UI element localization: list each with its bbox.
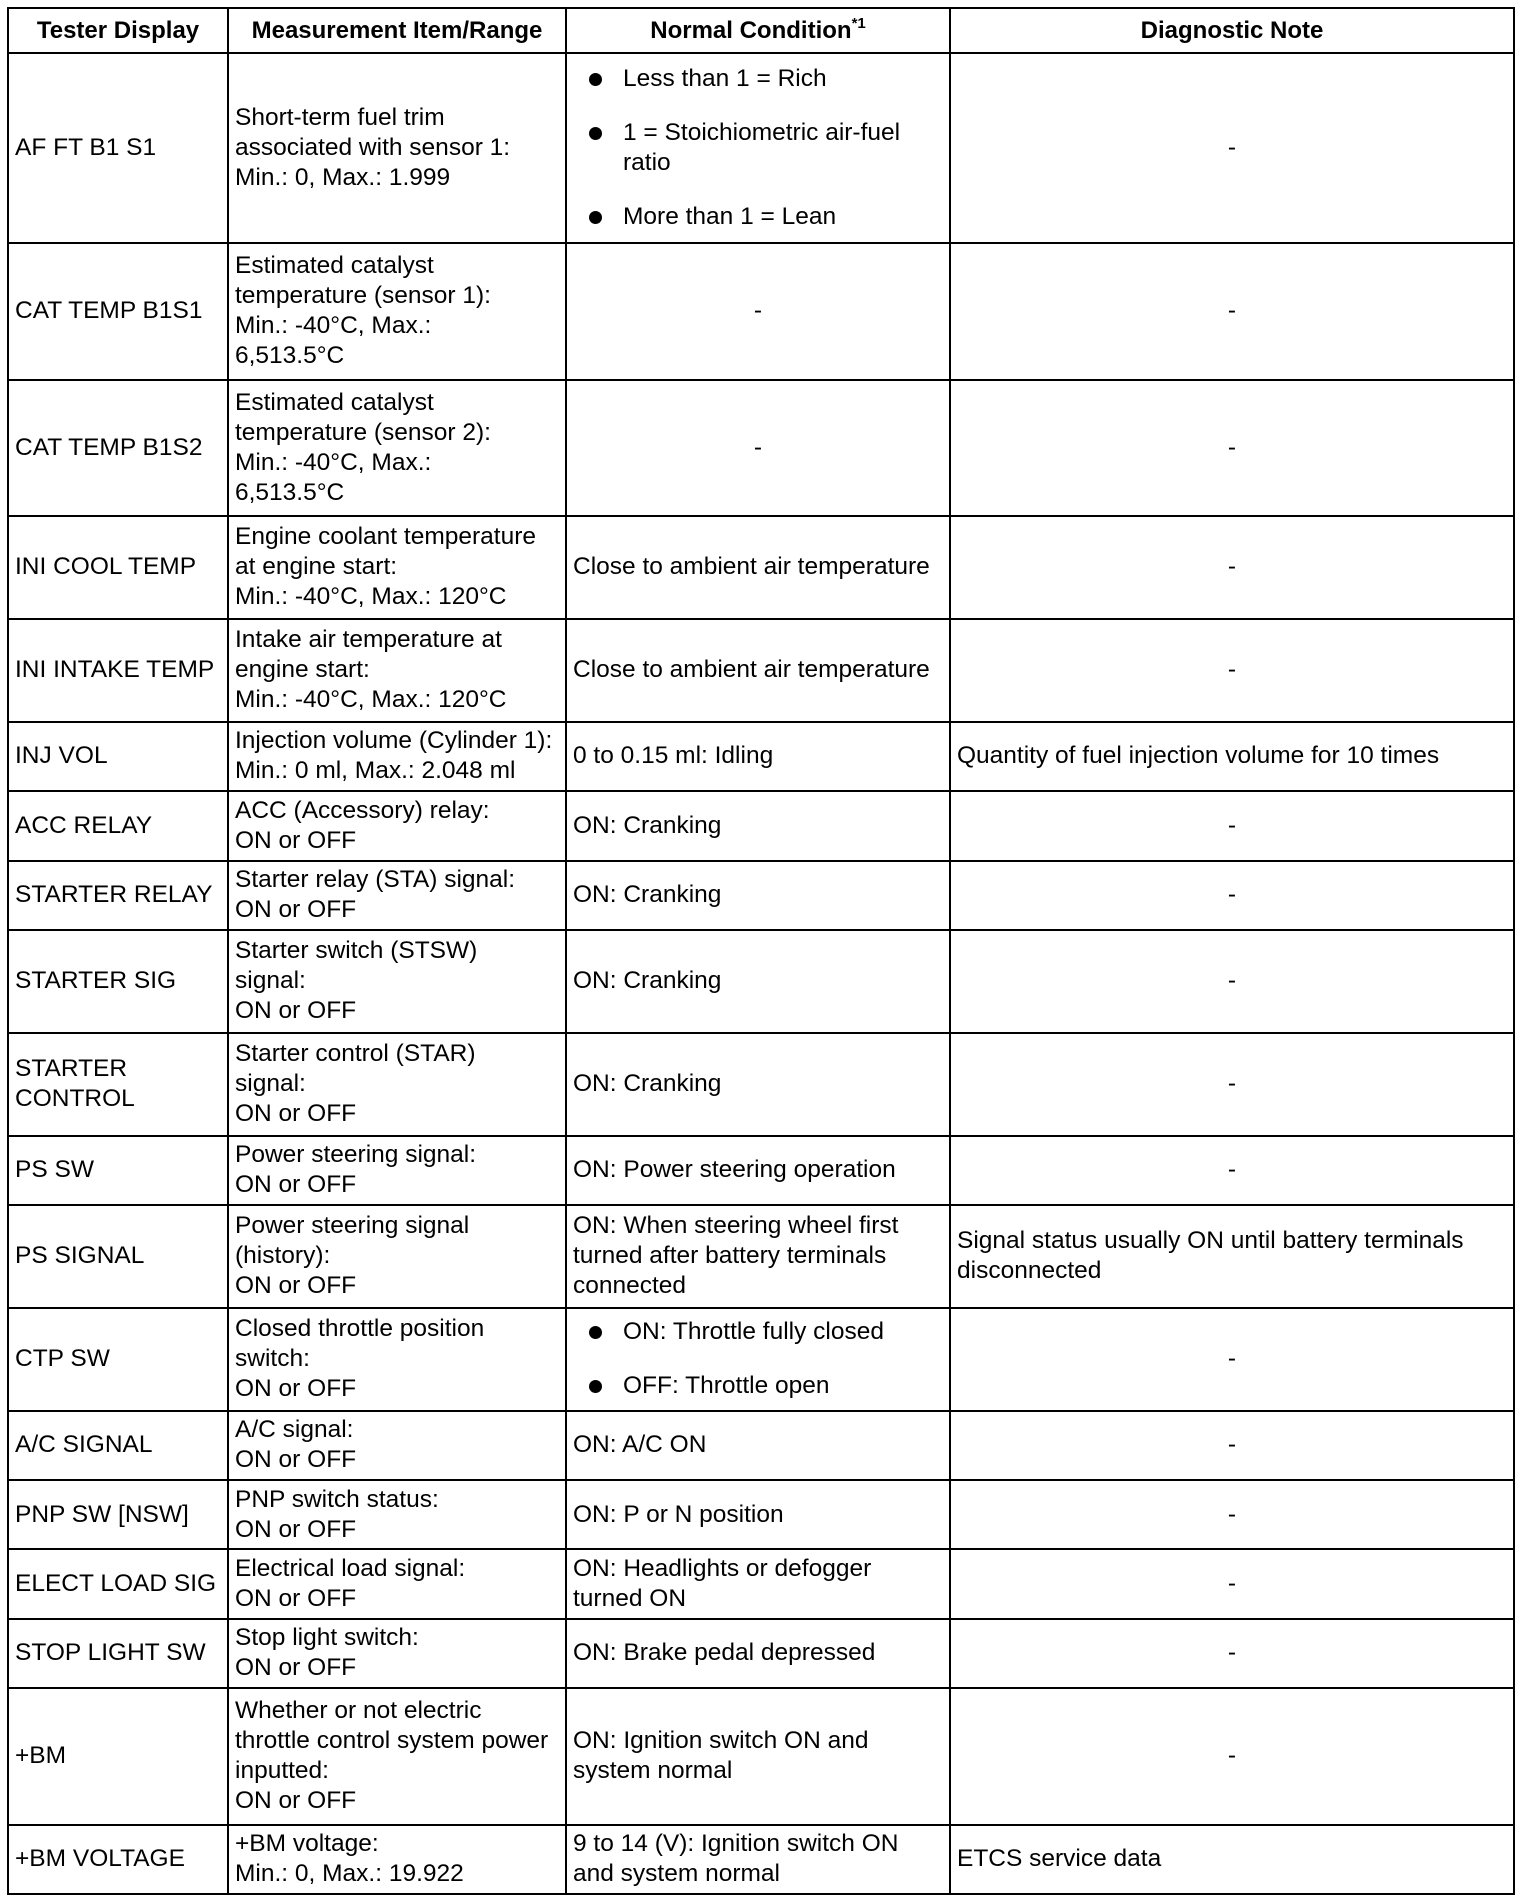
tester-display-cell: STOP LIGHT SW: [8, 1619, 228, 1688]
diagnostic-note-cell: -: [950, 243, 1514, 379]
tester-display-cell: INI INTAKE TEMP: [8, 619, 228, 722]
tester-display-cell: PNP SW [NSW]: [8, 1480, 228, 1549]
table-row: [8, 1205, 1514, 1308]
normal-condition-cell: ON: Cranking: [566, 861, 950, 930]
diagnostic-note-cell: -: [950, 1136, 1514, 1205]
table-row: [8, 791, 1514, 860]
diagnostic-note-cell: -: [950, 1619, 1514, 1688]
diagnostic-note-cell: -: [950, 1480, 1514, 1549]
diagnostic-note-cell: -: [950, 1549, 1514, 1618]
normal-condition-cell: ON: Power steering operation: [566, 1136, 950, 1205]
tester-display-cell: PS SW: [8, 1136, 228, 1205]
tester-display-cell: INI COOL TEMP: [8, 516, 228, 619]
tester-display-cell: STARTER CONTROL: [8, 1033, 228, 1136]
diagnostic-note-cell: -: [950, 516, 1514, 619]
diagnostic-note-cell: -: [950, 1308, 1514, 1411]
measurement-cell: Estimated catalyst temperature (sensor 1): Min.: -40°C, Max.: 6,513.5°C: [228, 243, 566, 379]
normal-condition-cell: ON: Cranking: [566, 791, 950, 860]
normal-condition-cell: -: [566, 380, 950, 516]
normal-condition-cell: ON: Brake pedal depressed: [566, 1619, 950, 1688]
tester-display-cell: AF FT B1 S1: [8, 53, 228, 243]
measurement-cell: +BM voltage: Min.: 0, Max.: 19.922: [228, 1825, 566, 1894]
table-row: [8, 516, 1514, 619]
tester-display-cell: +BM: [8, 1688, 228, 1824]
tester-display-cell: +BM VOLTAGE: [8, 1825, 228, 1894]
normal-condition-cell: ON: Ignition switch ON and system normal: [566, 1688, 950, 1824]
tester-display-cell: CAT TEMP B1S1: [8, 243, 228, 379]
diagnostic-note-cell: -: [950, 1033, 1514, 1136]
condition-bullet-item: ON: Throttle fully closed: [585, 1317, 943, 1347]
header-row: [8, 8, 1514, 53]
measurement-cell: Power steering signal (history): ON or OFF: [228, 1205, 566, 1308]
header-tester-display: Tester Display: [8, 8, 228, 53]
normal-condition-cell: Close to ambient air temperature: [566, 619, 950, 722]
diagnostic-note-cell: ETCS service data: [950, 1825, 1514, 1894]
condition-bullet-item: 1 = Stoichiometric air-fuel ratio: [585, 118, 943, 178]
condition-bullet-list: [573, 64, 943, 232]
condition-bullet-item: More than 1 = Lean: [585, 202, 943, 232]
table-row: [8, 1549, 1514, 1618]
tester-display-cell: A/C SIGNAL: [8, 1411, 228, 1480]
diagnostic-note-cell: -: [950, 53, 1514, 243]
table-row: [8, 1033, 1514, 1136]
measurement-cell: PNP switch status: ON or OFF: [228, 1480, 566, 1549]
normal-condition-cell: ON: When steering wheel first turned after battery terminals connected: [566, 1205, 950, 1308]
tester-display-cell: STARTER SIG: [8, 930, 228, 1033]
table-row: [8, 1136, 1514, 1205]
condition-bullet-item: Less than 1 = Rich: [585, 64, 943, 94]
normal-condition-cell: ON: A/C ON: [566, 1411, 950, 1480]
measurement-cell: Engine coolant temperature at engine start: Min.: -40°C, Max.: 120°C: [228, 516, 566, 619]
normal-condition-cell: [566, 53, 950, 243]
tester-display-cell: STARTER RELAY: [8, 861, 228, 930]
measurement-cell: Starter relay (STA) signal: ON or OFF: [228, 861, 566, 930]
diagnostic-note-cell: -: [950, 791, 1514, 860]
diagnostic-note-cell: Signal status usually ON until battery terminals disconnected: [950, 1205, 1514, 1308]
tester-display-cell: CTP SW: [8, 1308, 228, 1411]
measurement-cell: Intake air temperature at engine start: Min.: -40°C, Max.: 120°C: [228, 619, 566, 722]
tester-display-cell: INJ VOL: [8, 722, 228, 791]
table-row: [8, 1480, 1514, 1549]
data-list-table: [7, 7, 1515, 1895]
measurement-cell: Short-term fuel trim associated with sensor 1: Min.: 0, Max.: 1.999: [228, 53, 566, 243]
diagnostic-note-cell: -: [950, 1411, 1514, 1480]
normal-condition-cell: ON: Headlights or defogger turned ON: [566, 1549, 950, 1618]
measurement-cell: Starter switch (STSW) signal: ON or OFF: [228, 930, 566, 1033]
normal-condition-cell: ON: Cranking: [566, 930, 950, 1033]
condition-bullet-list: [573, 1317, 943, 1401]
normal-condition-cell: [566, 1308, 950, 1411]
measurement-cell: Whether or not electric throttle control system power inputted: ON or OFF: [228, 1688, 566, 1824]
normal-condition-cell: -: [566, 243, 950, 379]
table-row: [8, 930, 1514, 1033]
header-normal-condition-label: Normal Condition: [650, 16, 852, 44]
normal-condition-cell: Close to ambient air temperature: [566, 516, 950, 619]
normal-condition-cell: 0 to 0.15 ml: Idling: [566, 722, 950, 791]
condition-bullet-item: OFF: Throttle open: [585, 1371, 943, 1401]
measurement-cell: ACC (Accessory) relay: ON or OFF: [228, 791, 566, 860]
diagnostic-note-cell: -: [950, 619, 1514, 722]
measurement-cell: Stop light switch: ON or OFF: [228, 1619, 566, 1688]
header-diagnostic-note: Diagnostic Note: [950, 8, 1514, 53]
table-row: [8, 1619, 1514, 1688]
measurement-cell: Electrical load signal: ON or OFF: [228, 1549, 566, 1618]
measurement-cell: A/C signal: ON or OFF: [228, 1411, 566, 1480]
tester-display-cell: ELECT LOAD SIG: [8, 1549, 228, 1618]
normal-condition-cell: ON: P or N position: [566, 1480, 950, 1549]
table-row: [8, 722, 1514, 791]
table-row: [8, 861, 1514, 930]
diagnostic-note-cell: -: [950, 1688, 1514, 1824]
table-row: [8, 1308, 1514, 1411]
normal-condition-cell: ON: Cranking: [566, 1033, 950, 1136]
measurement-cell: Power steering signal: ON or OFF: [228, 1136, 566, 1205]
tester-display-cell: CAT TEMP B1S2: [8, 380, 228, 516]
measurement-cell: Closed throttle position switch: ON or OFF: [228, 1308, 566, 1411]
table-row: [8, 1688, 1514, 1824]
diagnostic-note-cell: -: [950, 380, 1514, 516]
diagnostic-note-cell: Quantity of fuel injection volume for 10 times: [950, 722, 1514, 791]
header-normal-condition: [566, 8, 950, 53]
normal-condition-cell: 9 to 14 (V): Ignition switch ON and system normal: [566, 1825, 950, 1894]
diagnostic-note-cell: -: [950, 861, 1514, 930]
footnote-marker: *1: [851, 14, 866, 32]
table-row: [8, 1825, 1514, 1894]
table-row: [8, 1411, 1514, 1480]
measurement-cell: Injection volume (Cylinder 1): Min.: 0 ml, Max.: 2.048 ml: [228, 722, 566, 791]
table-row: [8, 380, 1514, 516]
diagnostic-note-cell: -: [950, 930, 1514, 1033]
table-body: [8, 53, 1514, 1894]
tester-display-cell: ACC RELAY: [8, 791, 228, 860]
table-row: [8, 619, 1514, 722]
measurement-cell: Estimated catalyst temperature (sensor 2): Min.: -40°C, Max.: 6,513.5°C: [228, 380, 566, 516]
measurement-cell: Starter control (STAR) signal: ON or OFF: [228, 1033, 566, 1136]
table-row: [8, 243, 1514, 379]
table-row: [8, 53, 1514, 243]
header-measurement: Measurement Item/Range: [228, 8, 566, 53]
tester-display-cell: PS SIGNAL: [8, 1205, 228, 1308]
